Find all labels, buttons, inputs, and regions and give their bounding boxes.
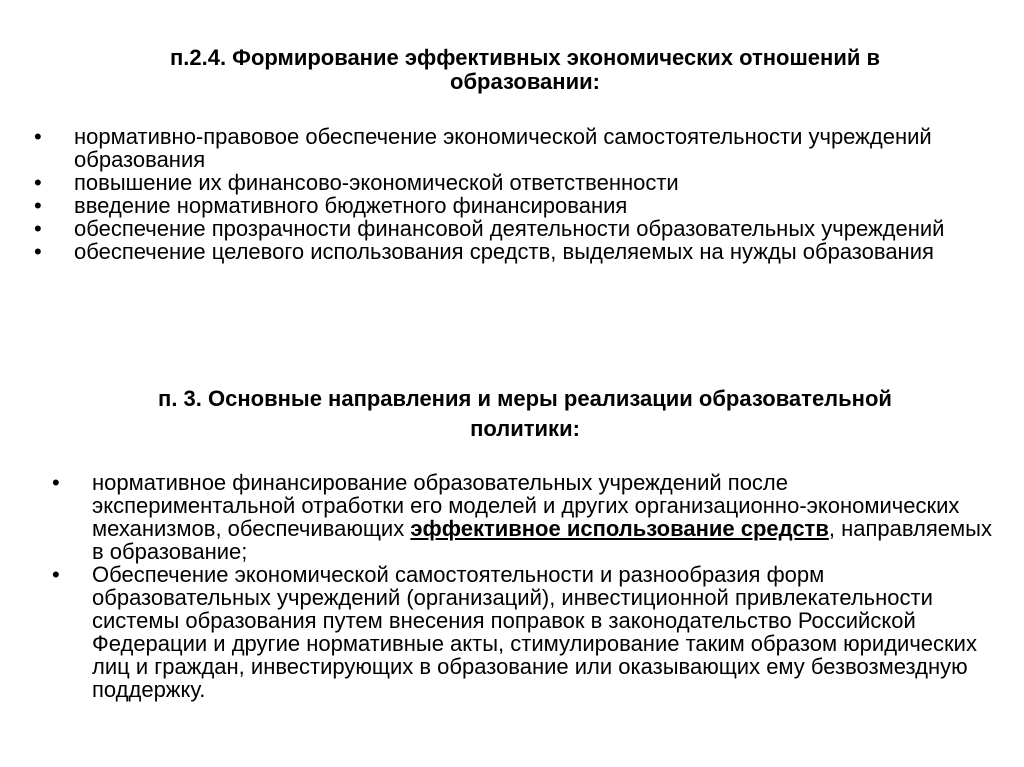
bullet-icon: •	[52, 562, 60, 587]
list-item-text: нормативно-правовое обеспечение экономической самостоятельности учреждений образования	[74, 124, 932, 172]
list-item-text: Обеспечение экономической самостоятельности и разнообразия форм образовательных учреждений (организаций), инвестиционной привлекательности системы образования путем внесения поправок в законодательство Российской Федерации и другие нормативные акты, стимулирование таким образом юридических лиц и граждан, инвестирующих в образование или оказывающих ему безвозмездную поддержку.	[92, 562, 977, 702]
list-item	[52, 562, 992, 702]
section1-title: п.2.4. Формирование эффективных экономических отношений в образовании:	[169, 45, 881, 94]
section2-list	[52, 470, 992, 702]
list-item	[34, 193, 974, 218]
list-item-text-before: нормативное финансирование образовательных учреждений после экспериментальной отработки его моделей и других организационно-экономических механизмов, обеспечивающих	[92, 470, 960, 541]
section2-title: п. 3. Основные направления и меры реализации образовательной политики:	[158, 386, 892, 441]
list-item	[34, 239, 974, 264]
list-item	[34, 216, 974, 241]
bullet-icon: •	[34, 239, 42, 264]
bullet-icon: •	[34, 216, 42, 241]
list-item	[34, 170, 974, 195]
section1-list	[34, 124, 974, 264]
list-item-text: обеспечение прозрачности финансовой деятельности образовательных учреждений	[74, 216, 945, 241]
list-item-text-after: , направляемых в образование;	[92, 516, 992, 564]
bullet-icon: •	[52, 470, 60, 495]
list-item-text	[92, 470, 992, 564]
list-item	[52, 470, 992, 564]
list-item-text: повышение их финансово-экономической ответственности	[74, 170, 679, 195]
bullet-icon: •	[34, 193, 42, 218]
list-item-text: введение нормативного бюджетного финансирования	[74, 193, 628, 218]
list-item-text: обеспечение целевого использования средств, выделяемых на нужды образования	[74, 239, 934, 264]
bullet-icon: •	[34, 170, 42, 195]
bullet-icon: •	[34, 124, 42, 149]
list-item	[34, 124, 974, 172]
emphasized-phrase: эффективное использование средств	[410, 516, 829, 541]
